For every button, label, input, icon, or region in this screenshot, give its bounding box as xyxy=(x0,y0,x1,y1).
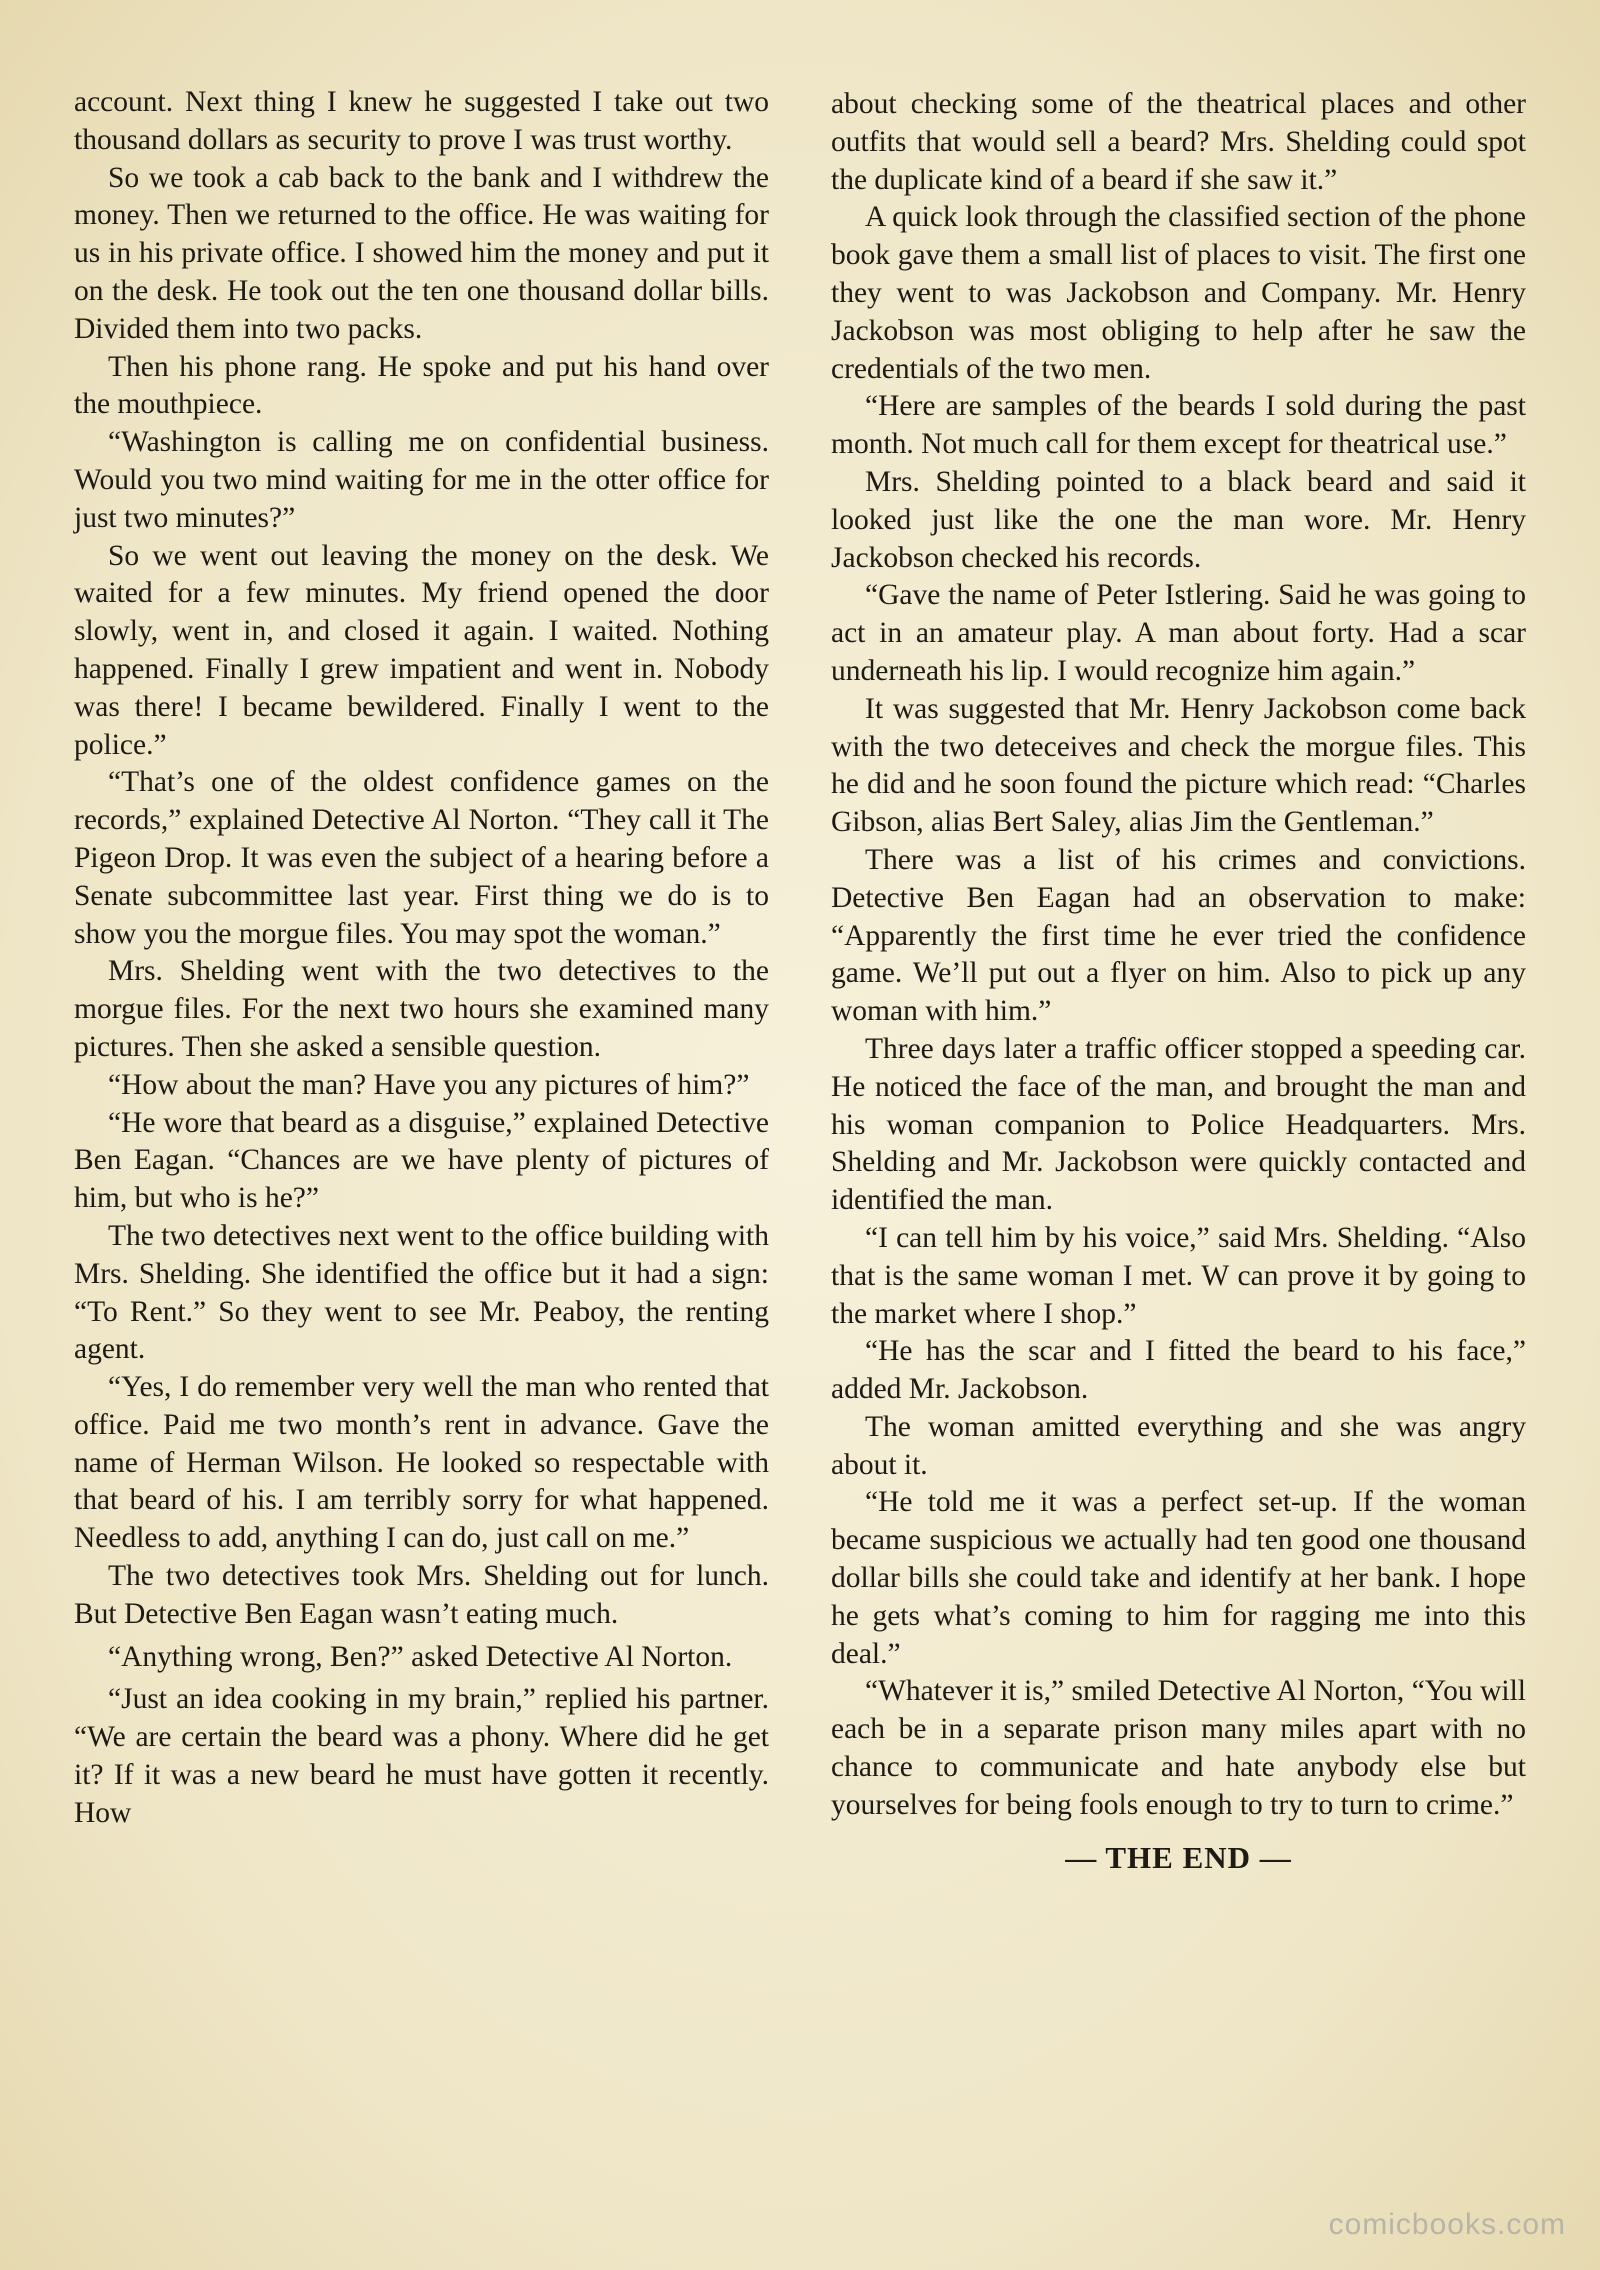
left-text-column xyxy=(74,84,769,1833)
paragraph: “Anything wrong, Ben?” asked Detective Al Norton. xyxy=(108,1640,733,1673)
paragraph: A quick look through the classified section of the phone book gave them a small list of places to visit. The first one they went to was Jackobson and Company. Mr. Henry Jackobson was most obliging to help after he saw the credentials of the two men. xyxy=(831,201,1526,385)
paragraph: account. Next thing I knew he suggested I take out two thousand dollars as security to prove I was trust worthy. xyxy=(74,86,769,156)
paragraph: “Whatever it is,” smiled Detective Al Norton, “You will each be in a separate prison many miles apart with no chance to communicate and hate anybody else but yourselves for being fools enough to try to turn to crime.” xyxy=(831,1675,1526,1821)
paragraph: So we went out leaving the money on the desk. We waited for a few minutes. My friend opened the door slowly, went in, and closed it again. I waited. Nothing happened. Finally I grew impatient and went in. Nobody was there! I became bewildered. Finally I went to the police.” xyxy=(74,539,769,761)
paragraph: Mrs. Shelding went with the two detectives to the morgue files. For the next two hours she examined many pictures. Then she asked a sensible question. xyxy=(74,955,769,1063)
paragraph: The woman amitted everything and she was angry about it. xyxy=(831,1410,1526,1481)
paragraph: “Gave the name of Peter Istlering. Said he was going to act in an amateur play. A man about forty. Had a scar underneath his lip. I would recognize him again.” xyxy=(831,579,1526,687)
paragraph: Mrs. Shelding pointed to a black beard and said it looked just like the one the man wore. Mr. Henry Jackobson checked his records. xyxy=(831,465,1526,574)
paragraph: “He wore that beard as a disguise,” explained Detective Ben Eagan. “Chances are we have plenty of pictures of him, but who is he?” xyxy=(74,1106,769,1215)
paragraph: “That’s one of the oldest confidence games on the records,” explained Detective Al Norton. “They call it The Pigeon Drop. It was even the subject of a hearing before a Senate subcommittee last year. First thing we do is to show you the morgue files. You may spot the woman.” xyxy=(74,766,769,950)
paragraph: The two detectives next went to the office building with Mrs. Shelding. She identified the office but it had a sign: “To Rent.” So they went to see Mr. Peaboy, the renting agent. xyxy=(74,1219,769,1366)
paragraph: “I can tell him by his voice,” said Mrs. Shelding. “Also that is the same woman I met. W can prove it by going to the market where I shop.” xyxy=(831,1221,1526,1330)
paragraph: So we took a cab back to the bank and I withdrew the money. Then we returned to the office. He was waiting for us in his private office. I showed him the money and put it on the desk. He took out the ten one thousand dollar bills. Divided them into two packs. xyxy=(74,161,769,345)
paragraph: “Washington is calling me on confidential business. Would you two mind waiting for me in the otter office for just two minutes?” xyxy=(74,426,769,534)
paragraph: “He has the scar and I fitted the beard to his face,” added Mr. Jackobson. xyxy=(831,1335,1526,1406)
paragraph: Then his phone rang. He spoke and put his hand over the mouthpiece. xyxy=(74,350,769,421)
paragraph: Three days later a traffic officer stopped a speeding car. He noticed the face of the man, and brought the man and his woman companion to Police Headquarters. Mrs. Shelding and Mr. Jackobson were quickly contacted and identified the man. xyxy=(831,1032,1526,1217)
paragraph: “How about the man? Have you any pictures of him?” xyxy=(108,1068,750,1101)
paragraph: about checking some of the theatrical places and other outfits that would sell a beard? Mrs. Shelding could spot the duplicate kind of a beard if she saw it.” xyxy=(831,88,1526,196)
paragraph: “Just an idea cooking in my brain,” replied his partner. “We are certain the beard was a phony. Where did he get it? If it was a new beard he must have gotten it recently. How xyxy=(74,1683,769,1829)
paragraph: It was suggested that Mr. Henry Jackobson come back with the two deteceives and check the morgue files. This he did and he soon found the picture which read: “Charles Gibson, alias Bert Saley, alias Jim the Gentleman.” xyxy=(831,692,1526,839)
the-end-label: — THE END — xyxy=(1065,1839,1292,1875)
right-text-column xyxy=(831,86,1526,1876)
paragraph: “Yes, I do remember very well the man who rented that office. Paid me two month’s rent in advance. Gave the name of Herman Wilson. He looked so respectable with that beard of his. I am terribly sorry for what happened. Needless to add, anything I can do, just call on me.” xyxy=(74,1371,769,1555)
paragraph: “He told me it was a perfect set-up. If the woman became suspicious we actually had ten good one thousand dollar bills she could take and identify at her bank. I hope he gets what’s coming to him for ragging me into this deal.” xyxy=(831,1486,1526,1670)
site-watermark: comicbooks.com xyxy=(1328,2208,1566,2241)
paragraph: There was a list of his crimes and convictions. Detective Ben Eagan had an observation to make: “Apparently the first time he ever tried the confidence game. We’ll put out a flyer on him. Also to pick up any woman with him.” xyxy=(831,843,1526,1028)
paragraph: “Here are samples of the beards I sold during the past month. Not much call for them except for theatrical use.” xyxy=(831,390,1526,461)
paragraph: The two detectives took Mrs. Shelding out for lunch. But Detective Ben Eagan wasn’t eating much. xyxy=(74,1560,769,1630)
